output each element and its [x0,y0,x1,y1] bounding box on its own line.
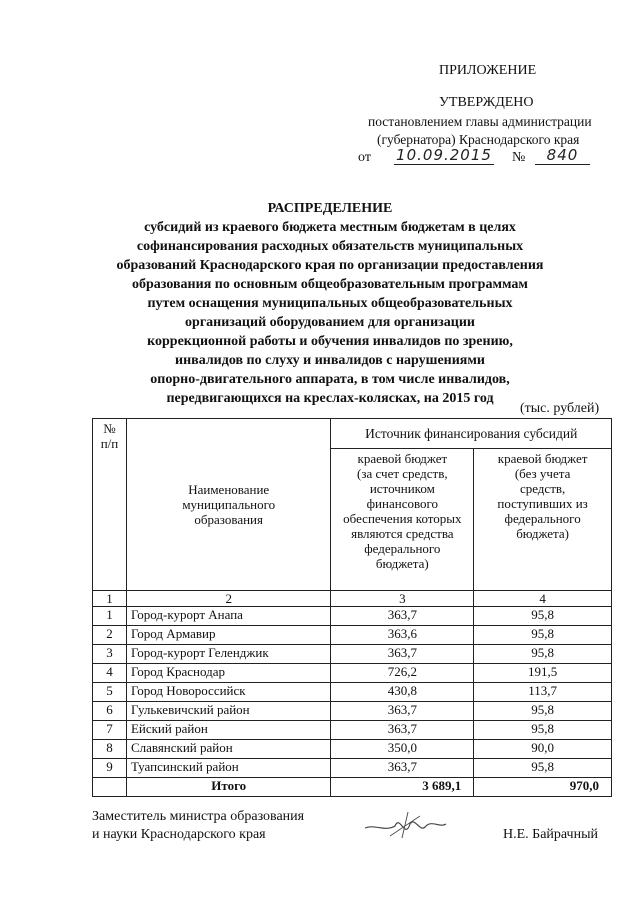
column-number: 4 [474,591,612,607]
municipality-name: Город Краснодар [126,664,331,683]
header-funding-source: Источник финансирования субсидий [331,419,612,449]
units-label: (тыс. рублей) [520,401,600,416]
row-number: 7 [93,721,127,740]
header-regional-funds: краевой бюджет (без учета средств, поступивших из федерального бюджета) [474,449,612,591]
signatory-name: Н.Е. Байрачный [503,827,598,842]
row-number: 9 [93,759,127,778]
approval-line-1: постановлением главы администрации [368,114,592,129]
regional-value: 95,8 [474,607,612,626]
title-line: путем оснащения муниципальных общеобразовательных [147,296,513,311]
total-row [93,778,612,797]
federal-value: 363,6 [331,626,474,645]
regional-value: 113,7 [474,683,612,702]
row-number: 6 [93,702,127,721]
title-body [110,218,550,408]
table-row [93,607,612,626]
row-number: 2 [93,626,127,645]
header-municipality: Наименование муниципального образования [126,419,331,591]
row-number: 3 [93,645,127,664]
municipality-name: Ейский район [126,721,331,740]
table-row [93,626,612,645]
document-title: РАСПРЕДЕЛЕНИЕ [267,201,393,216]
regional-value: 95,8 [474,759,612,778]
federal-value: 363,7 [331,702,474,721]
regional-value: 90,0 [474,740,612,759]
title-line: субсидий из краевого бюджета местным бюджетам в целях [144,220,516,235]
municipality-name: Город-курорт Геленджик [126,645,331,664]
header-federal-funds: краевой бюджет (за счет средств, источником финансового обеспечения которых являются средства федерального бюджета) [331,449,474,591]
table-row [93,702,612,721]
federal-value: 363,7 [331,645,474,664]
row-number: 5 [93,683,127,702]
approval-line-2: (губернатора) Краснодарского края [377,132,580,147]
title-line: коррекционной работы и обучения инвалидов по зрению, [147,334,513,349]
row-number: 1 [93,607,127,626]
municipality-name: Туапсинский район [126,759,331,778]
federal-value: 363,7 [331,759,474,778]
regional-value: 95,8 [474,626,612,645]
signatory-position-1: Заместитель министра образования [92,809,305,824]
title-line: передвигающихся на креслах-колясках, на 2015 год [166,391,494,406]
federal-value: 726,2 [331,664,474,683]
regional-value: 95,8 [474,702,612,721]
total-empty-cell [93,778,127,797]
total-regional: 970,0 [474,778,612,797]
column-number: 2 [126,591,331,607]
approved-label: УТВЕРЖДЕНО [439,95,534,110]
subsidy-table [92,418,612,797]
federal-value: 430,8 [331,683,474,702]
table-row [93,683,612,702]
row-number: 4 [93,664,127,683]
table-row [93,645,612,664]
regional-value: 95,8 [474,721,612,740]
column-number: 3 [331,591,474,607]
federal-value: 363,7 [331,721,474,740]
title-line: образования по основным общеобразовательным программам [132,277,528,292]
regional-value: 191,5 [474,664,612,683]
total-label: Итого [126,778,331,797]
appendix-label: ПРИЛОЖЕНИЕ [439,63,537,78]
signatory-position-2: и науки Краснодарского края [92,827,266,842]
title-line: опорно-двигательного аппарата, в том числе инвалидов, [150,372,510,387]
total-federal: 3 689,1 [331,778,474,797]
title-line: софинансирования расходных обязательств муниципальных [136,239,524,254]
handwritten-signature [360,806,450,846]
federal-value: 350,0 [331,740,474,759]
decree-number: 840 [535,146,590,165]
regional-value: 95,8 [474,645,612,664]
federal-value: 363,7 [331,607,474,626]
decree-date: 10.09.2015 [394,146,494,165]
municipality-name: Город Новороссийск [126,683,331,702]
municipality-name: Гулькевичский район [126,702,331,721]
column-number: 1 [93,591,127,607]
table-row [93,759,612,778]
column-number-row [93,591,612,607]
title-line: образований Краснодарского края по организации предоставления [116,258,544,273]
table-row [93,721,612,740]
municipality-name: Город Армавир [126,626,331,645]
row-number: 8 [93,740,127,759]
municipality-name: Город-курорт Анапа [126,607,331,626]
header-num: № п/п [93,419,127,591]
table-row [93,664,612,683]
number-prefix: № [512,150,526,165]
table-row [93,740,612,759]
municipality-name: Славянский район [126,740,331,759]
title-line: инвалидов по слуху и инвалидов с нарушениями [175,353,485,368]
title-line: организаций оборудованием для организации [185,315,475,330]
date-prefix: от [358,150,371,165]
